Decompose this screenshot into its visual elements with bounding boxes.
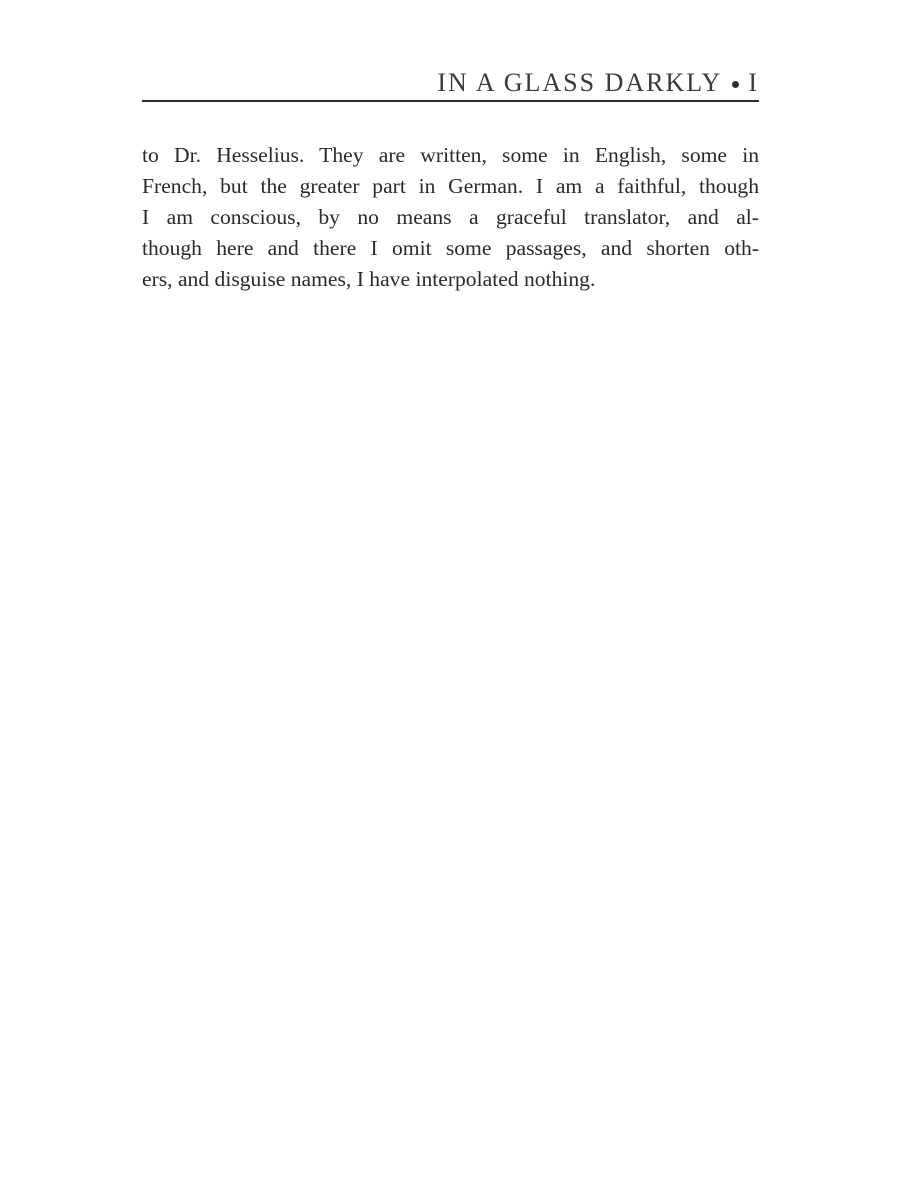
- bullet-separator-icon: [732, 81, 739, 88]
- text-line: ers, and disguise names, I have interpolated nothing.: [142, 267, 596, 291]
- running-head-text: [437, 70, 759, 96]
- book-title: IN A GLASS DARKLY: [437, 68, 723, 97]
- running-head: [142, 64, 759, 102]
- text-line: to Dr. Hesselius. They are written, some in English, some in: [142, 143, 759, 167]
- text-line: I am conscious, by no means a graceful translator, and al-: [142, 205, 759, 229]
- text-line: French, but the greater part in German. I am a faithful, though: [142, 174, 759, 198]
- section-numeral: I: [748, 68, 759, 97]
- body-paragraph: [142, 140, 759, 295]
- text-line: though here and there I omit some passages, and shorten oth-: [142, 236, 759, 260]
